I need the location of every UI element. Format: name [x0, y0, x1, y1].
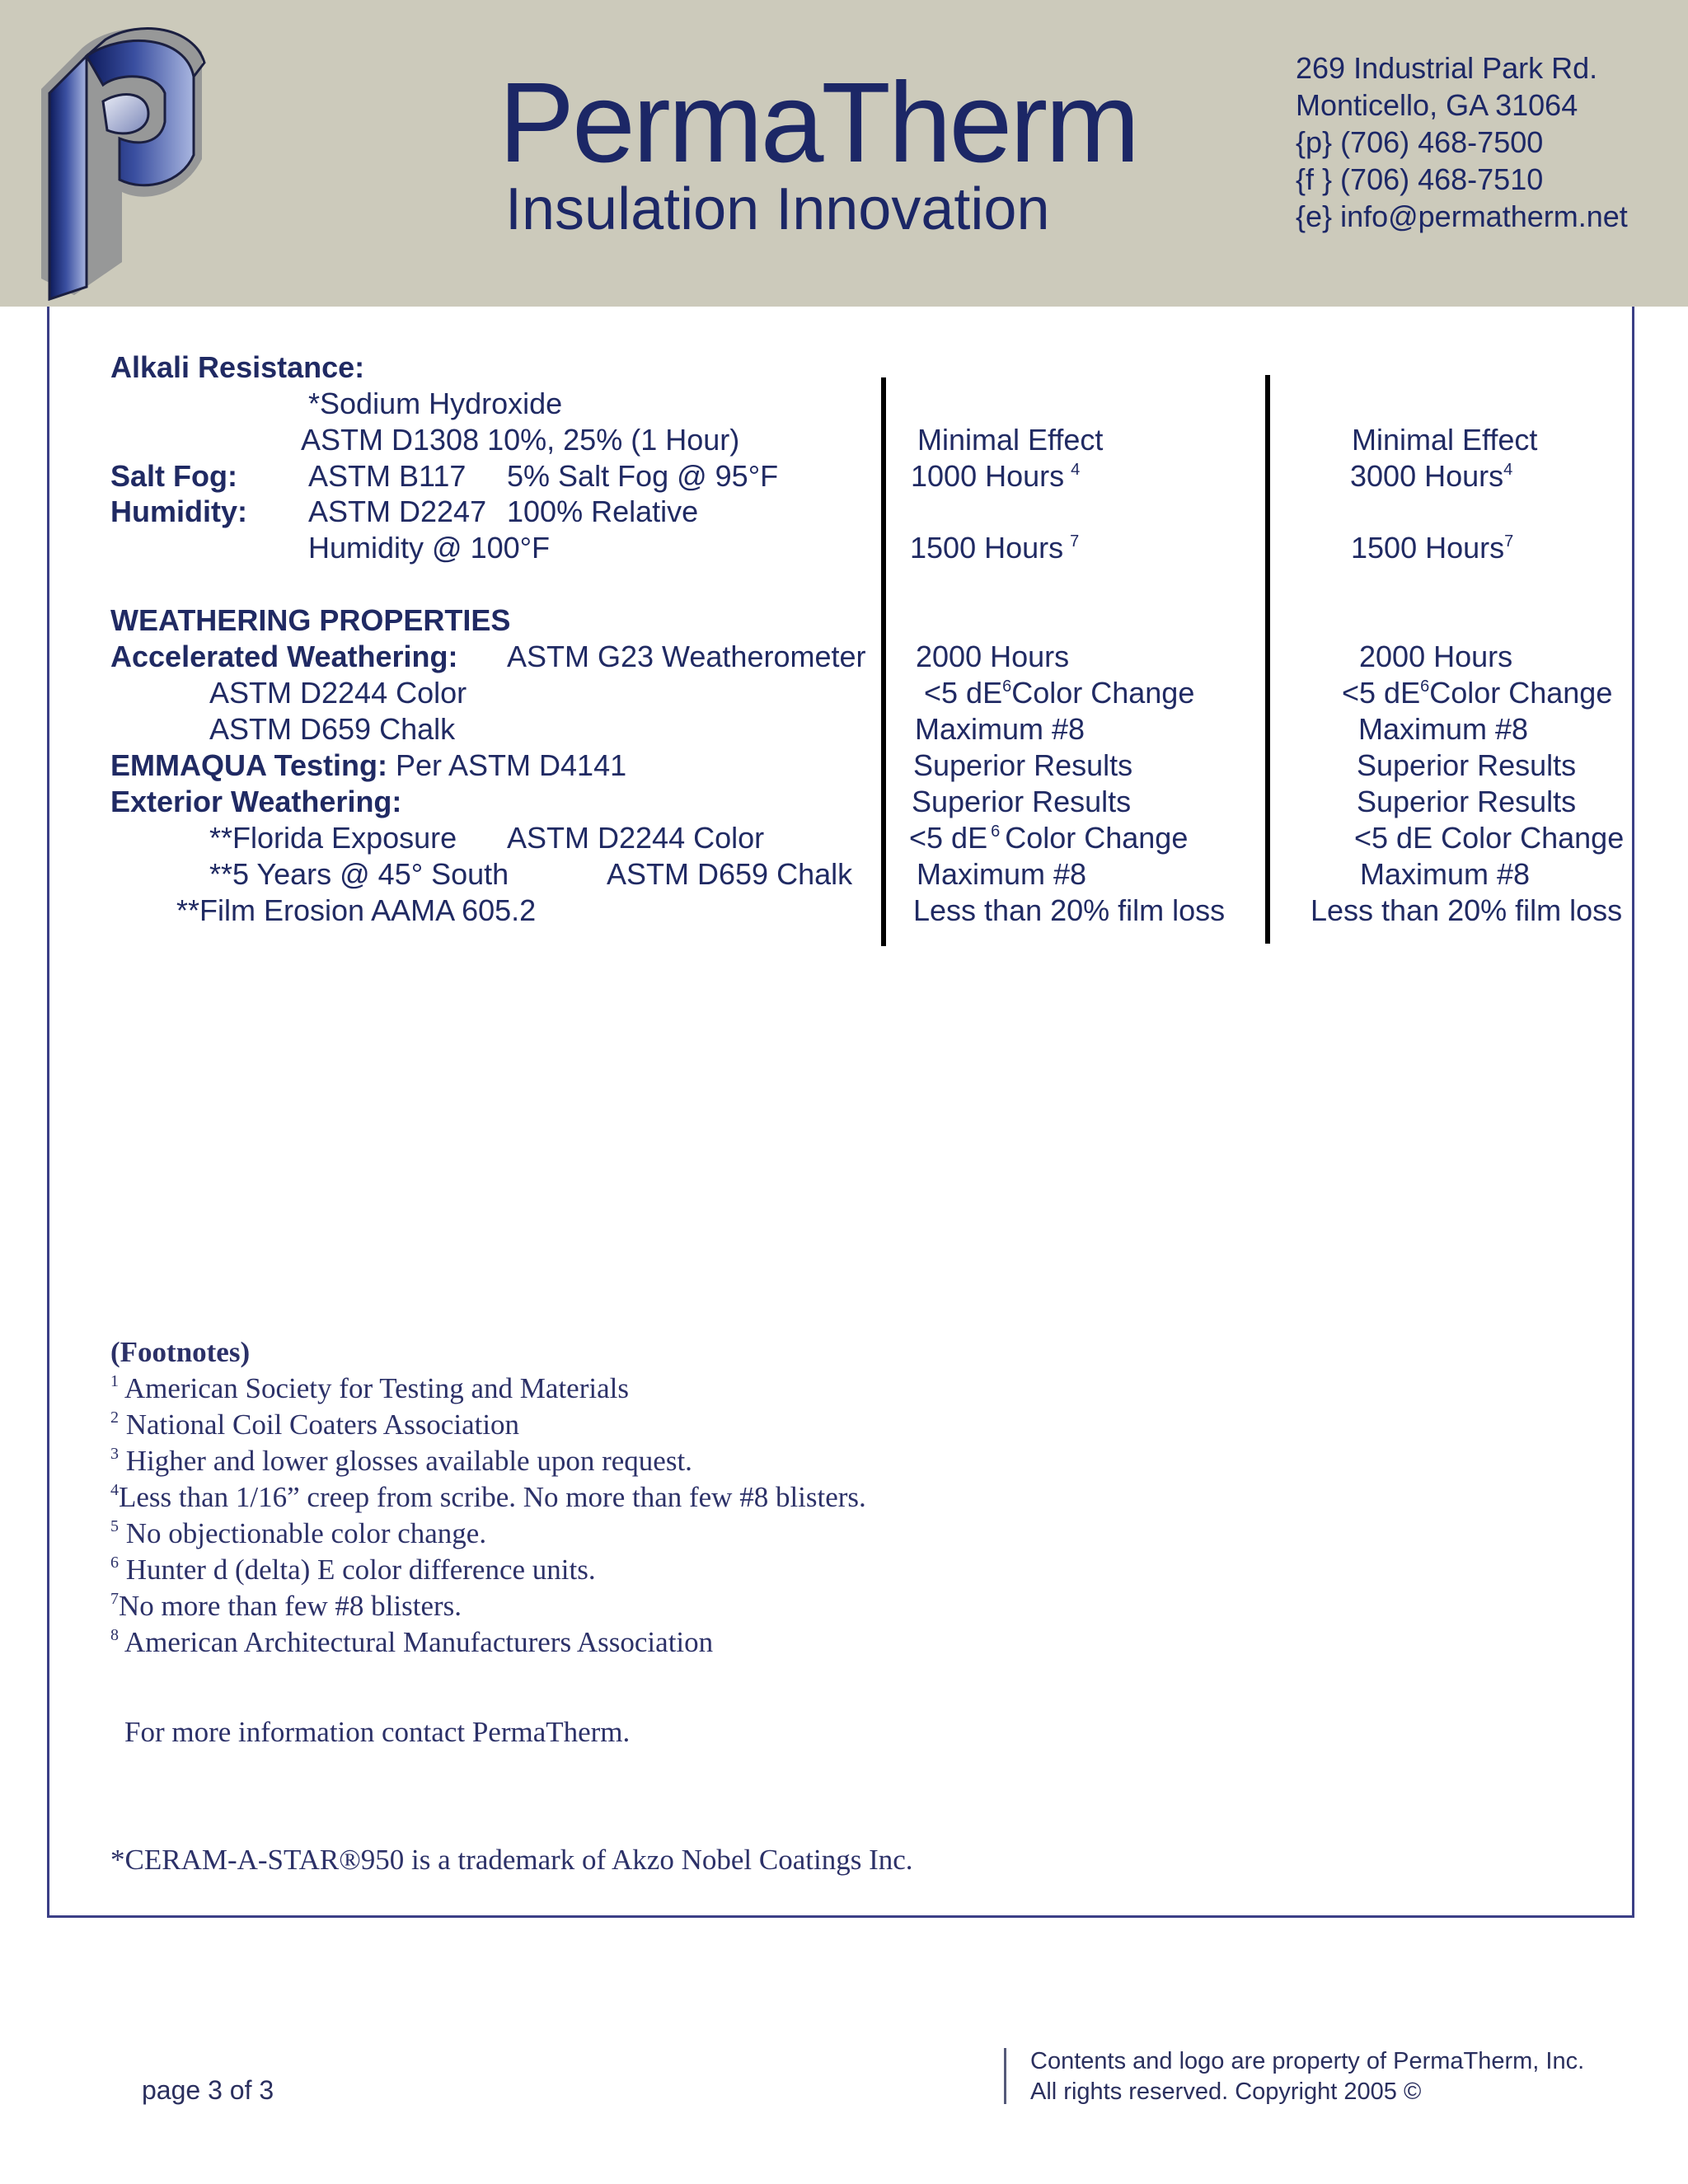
footnote-text: No objectionable color change. [119, 1517, 487, 1549]
footnote-ref: 4 [1503, 461, 1513, 479]
footnote-number: 3 [110, 1445, 119, 1463]
footnote-text: American Architectural Manufacturers Association [119, 1626, 714, 1658]
south-exposure-method: ASTM D659 Chalk [607, 857, 853, 891]
footnote-ref: 6 [991, 823, 1001, 841]
footnote-text: Less than 1/16” creep from scribe. No more than few #8 blisters. [119, 1481, 866, 1513]
alkali-heading: Alkali Resistance: [110, 350, 365, 384]
south-result-col2: Maximum #8 [1360, 857, 1531, 891]
florida-col1-pre: <5 dE [909, 821, 988, 855]
color-col2-post: Color Change [1429, 676, 1613, 710]
exterior-result-col2: Superior Results [1357, 785, 1577, 818]
column-divider-1 [881, 377, 886, 946]
footnote-item [110, 1591, 462, 1620]
footer-divider [1004, 2048, 1006, 2104]
chalk-method: ASTM D659 Chalk [209, 712, 456, 746]
chalk-result-col1: Maximum #8 [915, 712, 1085, 746]
footnote-number: 4 [110, 1481, 119, 1499]
florida-result-col2: <5 dE Color Change [1354, 821, 1625, 855]
exterior-result-col1: Superior Results [912, 785, 1132, 818]
south-exposure-label: **5 Years @ 45° South [209, 857, 509, 891]
humidity-col1-value: 1500 Hours [910, 531, 1064, 565]
south-result-col1: Maximum #8 [917, 857, 1087, 891]
alkali-result-col2: Minimal Effect [1352, 423, 1538, 457]
email-address: {e} info@permatherm.net [1296, 199, 1628, 233]
footnote-number: 5 [110, 1517, 119, 1535]
color-result-col1 [924, 678, 1194, 708]
copyright-line-1: Contents and logo are property of PermaTherm, Inc. [1030, 2048, 1585, 2074]
footnote-ref: 7 [1070, 532, 1080, 551]
exterior-weathering-label: Exterior Weathering: [110, 785, 402, 818]
footnote-item [110, 1628, 713, 1657]
humidity-result-col2 [1351, 533, 1513, 563]
footnote-number: 1 [110, 1372, 119, 1390]
footnote-item [110, 1483, 866, 1511]
accelerated-weathering-label: Accelerated Weathering: [110, 640, 458, 673]
emmaqua-result-col1: Superior Results [913, 748, 1133, 782]
letterhead-band [0, 0, 1688, 307]
footnote-ref: 7 [1504, 532, 1514, 551]
color-col1-pre: <5 dE [924, 676, 1003, 710]
weathering-heading: WEATHERING PROPERTIES [110, 603, 511, 637]
humidity-condition-2: Humidity @ 100°F [308, 531, 551, 565]
footnotes-heading: (Footnotes) [110, 1336, 251, 1368]
emmaqua-result-col2: Superior Results [1357, 748, 1577, 782]
footnote-item [110, 1410, 519, 1439]
salt-fog-col2-value: 3000 Hours [1350, 459, 1504, 493]
florida-result-col1 [909, 823, 1188, 853]
florida-col1-post: Color Change [1005, 821, 1189, 855]
humidity-method: ASTM D2247 [308, 494, 487, 528]
salt-fog-method: ASTM B117 [308, 459, 467, 493]
footnote-text: American Society for Testing and Materials [119, 1372, 629, 1404]
brand-name: PermaTherm [499, 59, 1138, 186]
contact-note: For more information contact PermaTherm. [124, 1716, 631, 1748]
fax-number: {f } (706) 468-7510 [1296, 162, 1544, 196]
address-line-1: 269 Industrial Park Rd. [1296, 51, 1598, 85]
chalk-result-col2: Maximum #8 [1358, 712, 1529, 746]
florida-exposure-method: ASTM D2244 Color [507, 821, 765, 855]
footnote-item [110, 1519, 486, 1548]
humidity-condition: 100% Relative [507, 494, 699, 528]
brand-tagline: Insulation Innovation [505, 176, 1050, 242]
emmaqua-method: Per ASTM D4141 [396, 748, 627, 782]
salt-fog-result-col1 [911, 459, 1081, 493]
page-number: page 3 of 3 [142, 2075, 274, 2105]
copyright-block [1030, 2046, 1584, 2107]
color-col1-post: Color Change [1011, 676, 1195, 710]
alkali-result-col1: Minimal Effect [917, 423, 1104, 457]
humidity-label: Humidity: [110, 494, 247, 528]
footnote-item [110, 1446, 692, 1475]
florida-exposure-label: **Florida Exposure [209, 821, 457, 855]
footnote-ref: 6 [1002, 677, 1012, 696]
film-erosion-result-col2: Less than 20% film loss [1311, 893, 1623, 927]
color-col2-pre: <5 dE [1342, 676, 1421, 710]
accelerated-weathering-method: ASTM G23 Weatherometer [507, 640, 866, 673]
color-method: ASTM D2244 Color [209, 676, 467, 710]
film-erosion-label: **Film Erosion AAMA 605.2 [176, 893, 537, 927]
salt-fog-label: Salt Fog: [110, 459, 237, 493]
color-result-col2 [1342, 678, 1612, 708]
footnote-text: No more than few #8 blisters. [119, 1590, 462, 1622]
footnote-ref: 6 [1420, 677, 1430, 696]
footnote-text: Hunter d (delta) E color difference units. [119, 1554, 596, 1586]
footnote-ref: 4 [1071, 461, 1081, 479]
footnote-text: Higher and lower glosses available upon request. [119, 1445, 692, 1477]
footnote-item [110, 1555, 596, 1584]
footnote-number: 6 [110, 1554, 119, 1572]
footnote-text: National Coil Coaters Association [119, 1408, 520, 1441]
footnote-number: 2 [110, 1408, 119, 1427]
salt-fog-result-col2 [1350, 459, 1513, 493]
footnote-number: 8 [110, 1626, 119, 1644]
accelerated-result-col2: 2000 Hours [1359, 640, 1513, 673]
emmaqua-row [110, 748, 627, 782]
humidity-col2-value: 1500 Hours [1351, 531, 1505, 565]
address-line-2: Monticello, GA 31064 [1296, 88, 1578, 122]
humidity-result-col1 [910, 533, 1079, 563]
alkali-reagent: *Sodium Hydroxide [308, 387, 563, 420]
accelerated-result-col1: 2000 Hours [916, 640, 1070, 673]
film-erosion-result-col1: Less than 20% film loss [913, 893, 1226, 927]
contact-block [1296, 49, 1628, 235]
phone-number: {p} (706) 468-7500 [1296, 125, 1544, 159]
alkali-method: ASTM D1308 10%, 25% (1 Hour) [301, 423, 740, 457]
trademark-note: *CERAM-A-STAR®950 is a trademark of Akzo Nobel Coatings Inc. [110, 1844, 913, 1876]
emmaqua-label: EMMAQUA Testing: [110, 748, 387, 782]
salt-fog-col1-value: 1000 Hours [911, 459, 1065, 493]
footnote-number: 7 [110, 1590, 119, 1608]
salt-fog-condition: 5% Salt Fog @ 95°F [507, 459, 779, 493]
footnote-item [110, 1374, 629, 1403]
column-divider-2 [1265, 375, 1270, 944]
copyright-line-2: All rights reserved. Copyright 2005 © [1030, 2079, 1422, 2105]
permatherm-logo-icon [25, 15, 214, 303]
